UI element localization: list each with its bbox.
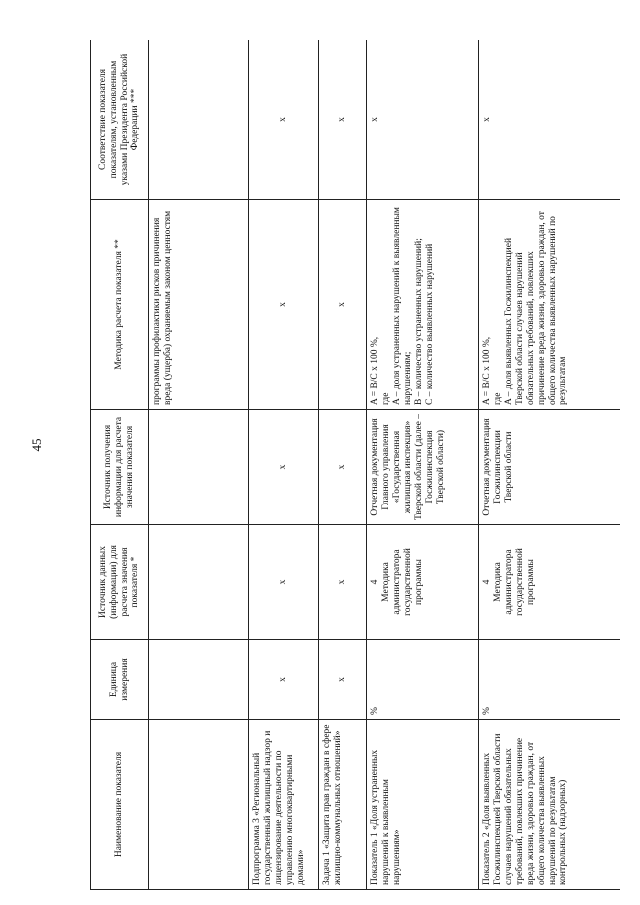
cell-compliance: х [367, 40, 479, 200]
cell-method: х [249, 200, 319, 410]
cell-name [149, 720, 249, 890]
cell-method: A = B/C x 100 %, где A – доля устраненных нарушений к выявленным нарушениям; B – количество устраненных нарушений; C – количество выявленных нарушений [367, 200, 479, 410]
cell-unit: х [319, 640, 367, 720]
cell-data-source: 4 Методика администратора государственной программы [479, 525, 621, 640]
cell-unit: % [367, 640, 479, 720]
header-method: Методика расчета показателя ** [91, 200, 149, 410]
header-compliance: Соответствие показателя показателям, установленным указами Президента Российской Федерации *** [91, 40, 149, 200]
cell-info-source [149, 410, 249, 525]
table-row [367, 40, 479, 890]
cell-data-source: 4 Методика администратора государственной программы [367, 525, 479, 640]
table-row [479, 40, 621, 890]
cell-unit: % [479, 640, 621, 720]
cell-compliance: х [319, 40, 367, 200]
table-row [319, 40, 367, 890]
cell-unit [149, 640, 249, 720]
indicators-table [90, 40, 620, 890]
cell-name: Подпрограмма 3 «Региональный государственный жилищный надзор и лицензирование деятельности по управлению многоквартирными домами» [249, 720, 319, 890]
cell-info-source: х [319, 410, 367, 525]
cell-compliance: х [249, 40, 319, 200]
cell-data-source: х [319, 525, 367, 640]
header-info-source: Источник получения информации для расчета значения показателя [91, 410, 149, 525]
table-row [149, 40, 249, 890]
cell-method: A = B/C x 100 %, где A – доля выявленных Госжилинспекцией Тверской области случаев нарушений обязательных требований, повлекших причинение вреда жизни, здоровью граждан, от общего количества выявленных нарушений по результатам [479, 200, 621, 410]
rotated-table-wrapper [90, 40, 620, 890]
cell-info-source: Отчетная документация Госжилинспекции Тверской области [479, 410, 621, 525]
cell-name: Задача 1 «Защита прав граждан в сфере жилищно-коммунальных отношений» [319, 720, 367, 890]
cell-info-source: х [249, 410, 319, 525]
cell-data-source [149, 525, 249, 640]
cell-compliance [149, 40, 249, 200]
page-number: 45 [29, 438, 44, 452]
cell-method: программы профилактики рисков причинения вреда (ущерба) охраняемым законом ценностям [149, 200, 249, 410]
cell-unit: х [249, 640, 319, 720]
header-indicator-name: Наименование показателя [91, 720, 149, 890]
table-row [249, 40, 319, 890]
header-data-source: Источник данных (информации) для расчета значения показателя * [91, 525, 149, 640]
cell-compliance: х [479, 40, 621, 200]
header-unit: Единица измерения [91, 640, 149, 720]
cell-data-source: х [249, 525, 319, 640]
cell-name: Показатель 2 «Доля выявленных Госжилинспекцией Тверской области случаев нарушений обязательных требований, повлекших причинение вреда жизни, здоровью граждан, от общего количества выявленных нарушений по результатам контрольных (надзорных) [479, 720, 621, 890]
cell-name: Показатель 1 «Доля устраненных нарушений к выявленным нарушениям» [367, 720, 479, 890]
cell-method: х [319, 200, 367, 410]
cell-info-source: Отчетная документация Главного управления «Государственная жилищная инспекция» Тверской области (далее – Госжилинспекция Тверской области) [367, 410, 479, 525]
